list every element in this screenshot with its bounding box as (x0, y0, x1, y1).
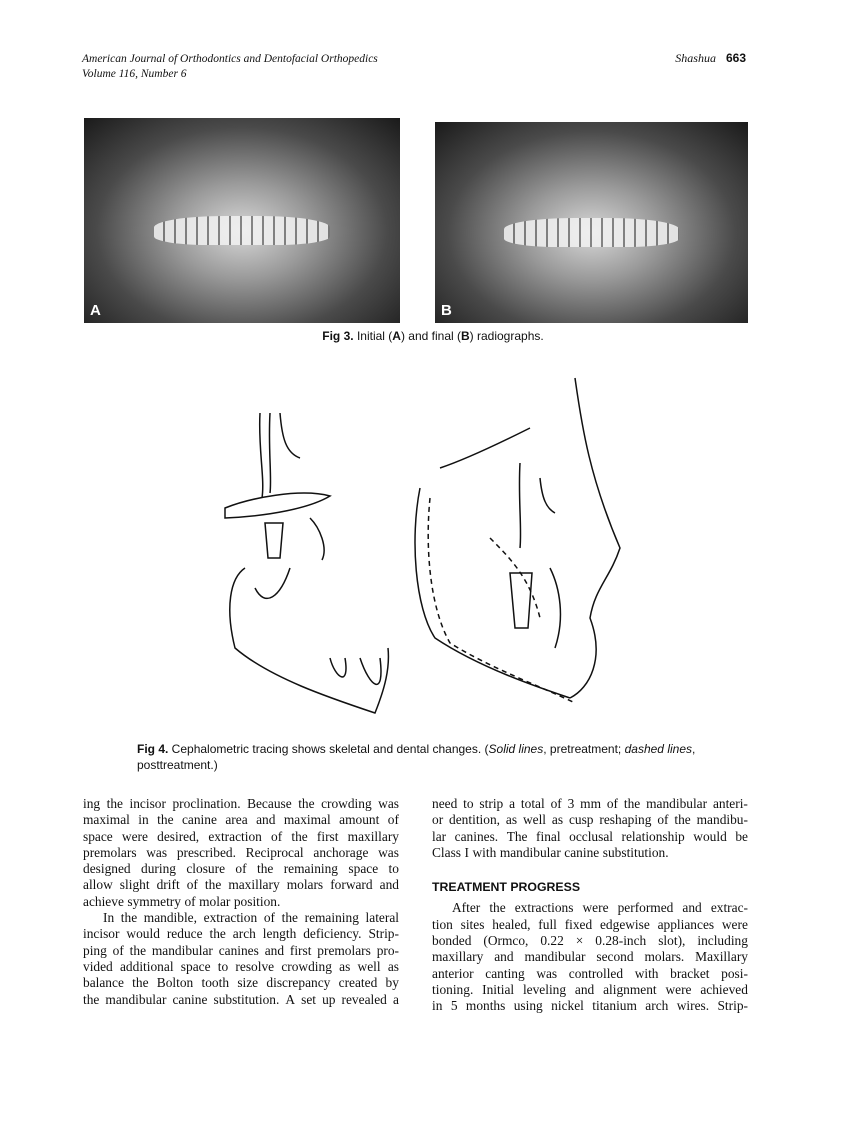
text-line (83, 910, 399, 926)
caption-text: , pretreatment; (543, 742, 625, 756)
word: The (506, 828, 528, 844)
word: set (301, 991, 317, 1007)
word: the (120, 910, 138, 926)
word: and (256, 812, 276, 828)
word: extraction (203, 910, 258, 926)
panel-label-b: B (441, 302, 452, 319)
text-line (83, 943, 399, 959)
word: canine (181, 812, 217, 828)
word: extraction (208, 828, 262, 844)
word: with (472, 844, 497, 860)
word: substitution. (213, 991, 280, 1007)
word: 5 (450, 998, 458, 1014)
word: premolars (83, 844, 137, 860)
word: was (536, 965, 558, 981)
word: 3 (567, 796, 575, 811)
caption-text: , posttreatment.) (137, 742, 696, 772)
text-line (432, 812, 748, 828)
word: prescribed. (176, 844, 236, 860)
word: Reciprocal (245, 844, 304, 860)
word: anterior (432, 965, 474, 981)
word: × (575, 933, 584, 949)
word: tion (432, 916, 453, 932)
word: up (322, 991, 336, 1007)
word: by (385, 975, 399, 991)
word: well (522, 812, 547, 828)
word: the (209, 926, 226, 942)
word: canines. (454, 828, 499, 844)
text-line (83, 812, 399, 828)
word: Initial (482, 981, 515, 997)
caption-text: dashed lines (624, 742, 692, 756)
word: the (256, 861, 274, 877)
teeth-region (154, 216, 331, 245)
caption-text: ) and final ( (400, 329, 461, 343)
word: in (138, 812, 149, 828)
radiograph-final (435, 122, 748, 323)
word: closure (186, 861, 226, 877)
word: premolars (317, 942, 371, 958)
word: during (141, 861, 176, 877)
word: using (513, 998, 543, 1014)
word: relationship (621, 828, 685, 844)
word: need (432, 796, 458, 811)
word: proclination. (172, 796, 241, 811)
word: occlusal (569, 828, 613, 844)
word: crowding (281, 958, 332, 974)
text-line (83, 959, 399, 975)
caption-text: Cephalometric tracing shows skeletal and dental changes. ( (168, 742, 489, 756)
text-line (83, 894, 399, 910)
word: of (606, 796, 619, 811)
body-column-left (83, 796, 399, 1008)
text-line (432, 966, 748, 982)
word: forward (330, 877, 373, 893)
word: the (106, 796, 123, 811)
panel-label-a: A (90, 302, 101, 319)
word: mm (580, 796, 601, 811)
word: maxillary (228, 877, 280, 893)
word: incisor (129, 796, 166, 811)
word: Maxillary (695, 949, 748, 965)
word: healed, (492, 916, 531, 932)
word: After (452, 900, 481, 916)
section-heading: TREATMENT PROGRESS (432, 880, 581, 895)
word: remaining (283, 861, 339, 877)
fig3-caption (0, 329, 866, 343)
word: mandibular (646, 796, 708, 811)
word: lar (432, 828, 447, 844)
radiograph-initial (84, 118, 400, 323)
word: Bolton (156, 975, 194, 991)
word: revealed (341, 991, 387, 1007)
text-line (432, 796, 748, 812)
tracing-left-nasal (269, 413, 300, 493)
word: well (357, 958, 381, 974)
text-line (432, 998, 748, 1014)
word: mandibu- (696, 812, 748, 828)
word: achieved (700, 981, 748, 997)
word: bracket (670, 965, 710, 981)
word: the (83, 991, 100, 1007)
word: was (378, 844, 399, 860)
word: of (387, 812, 399, 828)
text-line (83, 845, 399, 861)
word: final (536, 828, 561, 844)
running-header-right (675, 51, 746, 66)
word: mandible, (143, 910, 197, 926)
word: the (674, 812, 691, 828)
caption-text: Initial ( (353, 329, 393, 343)
word: allow (83, 877, 113, 893)
word: of (271, 828, 283, 844)
caption-text: A (392, 329, 401, 343)
tracing-right-teeth (510, 568, 560, 648)
word: dentition, (449, 812, 501, 828)
word: performed (617, 900, 674, 916)
word: space (180, 958, 211, 974)
word: 0.22 (540, 933, 564, 949)
word: to (388, 861, 399, 877)
word: and (264, 942, 285, 958)
word: mandibular (105, 991, 167, 1007)
journal-volume: Volume 116, Number 6 (82, 68, 187, 80)
word: bonded (432, 933, 472, 949)
word: achieve (83, 893, 124, 909)
word: months (465, 998, 506, 1014)
word: second (596, 949, 634, 965)
word: created (338, 975, 378, 991)
word: reshaping (599, 812, 652, 828)
word: balance (83, 975, 124, 991)
word: to (217, 958, 229, 974)
word: were (665, 981, 692, 997)
word: be (735, 828, 748, 844)
text-line (83, 926, 399, 942)
word: canines (218, 942, 259, 958)
word: leveling (522, 981, 567, 997)
word: or (432, 812, 444, 828)
word: remaining (304, 910, 359, 926)
caption-text: ) radiographs. (469, 329, 544, 343)
text-line (83, 992, 399, 1008)
word: including (697, 933, 748, 949)
word: arch (232, 926, 256, 942)
tracing-right-profile (570, 378, 620, 698)
word: pro- (376, 942, 399, 958)
word: lateral (365, 910, 399, 926)
text-line (432, 917, 748, 933)
word: were (121, 828, 148, 844)
word: extractions (514, 900, 574, 916)
word: position. (233, 893, 281, 909)
word: deficiency. (303, 926, 362, 942)
word: tooth (201, 975, 230, 991)
word: the (298, 796, 315, 811)
word: first (316, 828, 339, 844)
word: vided (83, 958, 113, 974)
word: the (291, 828, 308, 844)
word: In (103, 910, 115, 926)
word: tioning. (432, 981, 474, 997)
word: of (186, 877, 198, 893)
word: discrepancy (266, 975, 331, 991)
word: space (83, 828, 113, 844)
word: a (392, 991, 399, 1007)
word: in (432, 998, 443, 1014)
word: reduce (166, 926, 203, 942)
word: would (126, 926, 160, 942)
word: mandibular (151, 942, 213, 958)
word: were (582, 900, 609, 916)
word: sites (460, 916, 485, 932)
running-header-left (82, 52, 378, 82)
word: first (289, 942, 312, 958)
word: maxillary (432, 949, 484, 965)
word: would (693, 828, 727, 844)
word: titanium (592, 998, 637, 1014)
word: additional (119, 958, 174, 974)
word: ing (83, 796, 101, 811)
word: fixed (564, 916, 593, 932)
text-line (83, 861, 399, 877)
word: arch (645, 998, 669, 1014)
cephalometric-tracing (210, 368, 640, 733)
text-line (432, 982, 748, 998)
word: the (132, 975, 149, 991)
tracing-left-mandible (230, 568, 389, 713)
word: the (204, 877, 222, 893)
word: canting (485, 965, 525, 981)
word: crowding (321, 796, 372, 811)
word: size (237, 975, 259, 991)
word: I (464, 844, 469, 860)
word: molar (199, 893, 231, 909)
word: of (112, 942, 124, 958)
word: alignment (603, 981, 657, 997)
word: canine (172, 991, 208, 1007)
word: cusp (568, 812, 594, 828)
word: as (339, 958, 351, 974)
word: Strip- (717, 998, 748, 1014)
word: and (379, 877, 399, 893)
word: symmetry (127, 893, 181, 909)
word: was (378, 796, 399, 811)
word: edgewise (599, 916, 650, 932)
word: of (263, 910, 275, 926)
text-line (432, 845, 748, 861)
word: anchorage (313, 844, 369, 860)
word: posi- (721, 965, 748, 981)
word: mandibular (524, 949, 586, 965)
text-line (83, 975, 399, 991)
word: space (348, 861, 379, 877)
word: maxillary (347, 828, 399, 844)
word: wires. (676, 998, 710, 1014)
caption-label: Fig 3. (322, 329, 354, 343)
word: to (463, 796, 474, 811)
word: of (657, 812, 669, 828)
word: length (262, 926, 297, 942)
word: Strip- (368, 926, 399, 942)
text-line (432, 829, 748, 845)
text-line (83, 796, 399, 812)
word: strip (479, 796, 504, 811)
word: the (489, 900, 506, 916)
word: Because (247, 796, 292, 811)
word: slot), (658, 933, 686, 949)
word: desired, (157, 828, 200, 844)
word: incisor (83, 926, 120, 942)
word: total (520, 796, 545, 811)
word: was (146, 844, 168, 860)
teeth-region (504, 218, 679, 246)
word: were (721, 916, 748, 932)
caption-text: B (461, 329, 470, 343)
word: extrac- (710, 900, 748, 916)
word: maximal (83, 812, 130, 828)
text-line (432, 949, 748, 965)
tracing-right-nasal (519, 463, 555, 548)
journal-name: American Journal of Orthodontics and Dentofacial Orthopedics (82, 53, 378, 65)
word: maximal (283, 812, 331, 828)
word: the (129, 942, 147, 958)
word: as (505, 812, 518, 828)
word: full (538, 916, 557, 932)
word: resolve (235, 958, 275, 974)
tracing-left-lower-teeth (330, 658, 381, 684)
word: nickel (551, 998, 584, 1014)
word: as (387, 958, 399, 974)
tracing-left-tooth (265, 518, 324, 560)
word: the (281, 910, 298, 926)
word: A (285, 991, 296, 1007)
word: a (509, 796, 516, 811)
word: (Ormco, (483, 933, 529, 949)
caption-label: Fig 4. (137, 742, 169, 756)
paragraph (432, 900, 748, 1014)
word: molars. (644, 949, 685, 965)
word: canine (564, 844, 600, 860)
word: drift (156, 877, 180, 893)
tracing-left-maxilla (225, 413, 330, 518)
word: of (184, 893, 196, 909)
text-line (432, 933, 748, 949)
word: as (551, 812, 564, 828)
word: substitution. (602, 844, 669, 860)
word: of (550, 796, 562, 811)
word: and (494, 949, 514, 965)
caption-text: Solid lines (488, 742, 544, 756)
word: controlled (568, 965, 624, 981)
paragraph (432, 796, 748, 861)
word: the (157, 812, 174, 828)
text-line (83, 829, 399, 845)
word: with (634, 965, 659, 981)
word: slight (119, 877, 150, 893)
word: ping (83, 942, 107, 958)
word: Class (432, 844, 462, 860)
word: designed (83, 861, 131, 877)
word: appliances (657, 916, 715, 932)
word: mandibular (499, 844, 561, 860)
text-line (432, 900, 748, 916)
word: area (225, 812, 248, 828)
word: and (682, 900, 702, 916)
word: of (235, 861, 247, 877)
fig4-caption (137, 741, 727, 773)
body-column-right (432, 796, 748, 1015)
page-number: 663 (725, 51, 746, 65)
word: 0.28-inch (595, 933, 647, 949)
author-name: Shashua (675, 51, 716, 65)
word: the (623, 796, 641, 811)
word: and (574, 981, 595, 997)
word: anteri- (712, 796, 748, 811)
text-line (83, 877, 399, 893)
word: molars (286, 877, 324, 893)
tracing-right-skull (415, 428, 570, 698)
word: amount (339, 812, 380, 828)
